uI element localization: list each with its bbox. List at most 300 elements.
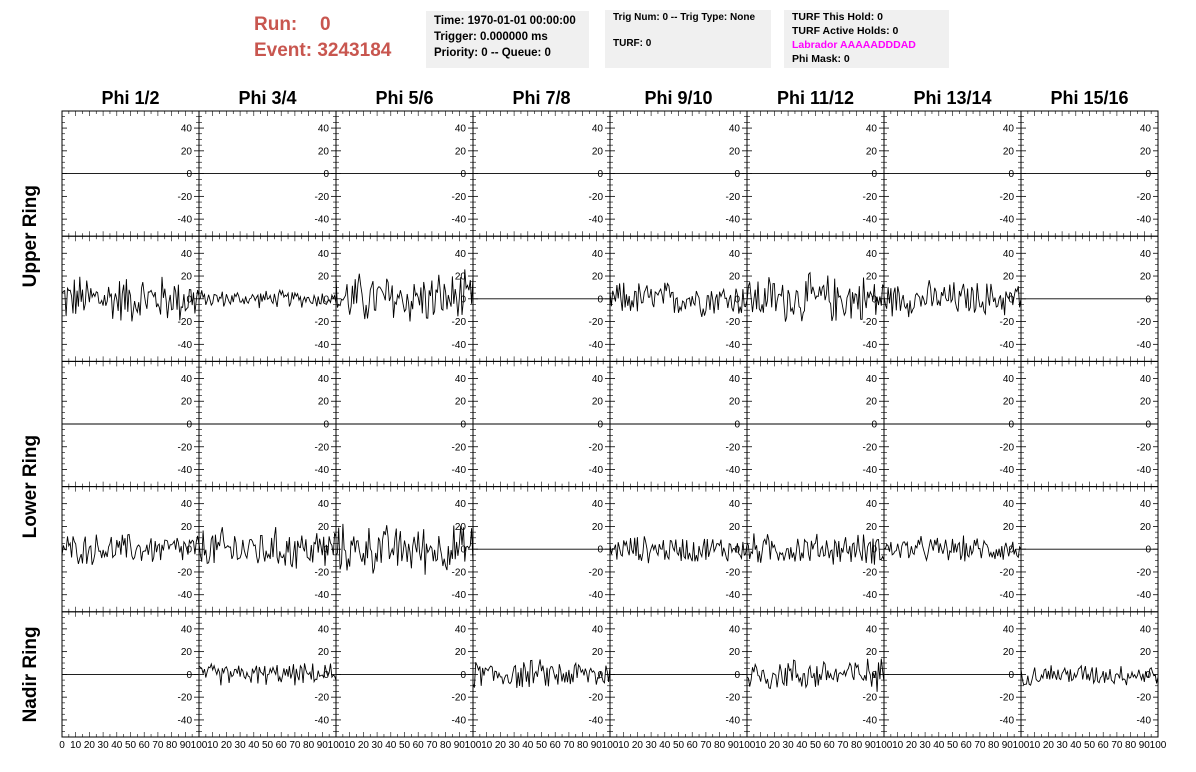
y-tick-label: 40 xyxy=(454,499,466,511)
y-tick-label: 20 xyxy=(728,647,740,659)
column-title-6: Phi 11/12 xyxy=(776,88,855,108)
y-tick-label: 20 xyxy=(728,146,740,158)
y-tick-label: 40 xyxy=(1002,123,1014,135)
x-tick-label: 70 xyxy=(426,740,438,751)
y-tick-label: -20 xyxy=(725,191,740,203)
y-tick-label: -20 xyxy=(451,442,466,454)
y-tick-label: 0 xyxy=(871,544,877,556)
y-tick-label: -20 xyxy=(177,692,192,704)
x-tick-label: 10 xyxy=(70,740,82,751)
y-tick-label: 40 xyxy=(180,373,192,385)
y-tick-label: -40 xyxy=(1136,465,1151,477)
y-tick-label: -40 xyxy=(725,465,740,477)
x-tick-label: 60 xyxy=(1097,740,1109,751)
x-tick-label: 40 xyxy=(796,740,808,751)
y-tick-label: -20 xyxy=(862,191,877,203)
x-tick-label: 40 xyxy=(248,740,260,751)
y-tick-label: 20 xyxy=(454,647,466,659)
y-tick-label: 40 xyxy=(454,373,466,385)
x-tick-label: 70 xyxy=(700,740,712,751)
y-tick-label: -40 xyxy=(588,214,603,226)
y-tick-label: -20 xyxy=(451,317,466,329)
y-tick-label: -20 xyxy=(862,317,877,329)
y-tick-label: -40 xyxy=(588,339,603,351)
y-tick-label: -20 xyxy=(588,692,603,704)
y-tick-label: 0 xyxy=(1145,419,1151,431)
x-tick-label: 100 xyxy=(1149,740,1167,751)
y-tick-label: 20 xyxy=(317,146,329,158)
event-label: Event: xyxy=(254,40,313,61)
event-value: 3243184 xyxy=(317,40,392,61)
x-tick-label: 100 xyxy=(464,740,482,751)
turf-hold-text: TURF This Hold: 0 xyxy=(792,11,883,23)
column-title-5: Phi 9/10 xyxy=(644,88,713,108)
x-tick-label: 100 xyxy=(738,740,756,751)
y-tick-label: -40 xyxy=(451,465,466,477)
x-tick-label: 20 xyxy=(220,740,232,751)
y-tick-label: 40 xyxy=(1139,624,1151,636)
waveform-trace-r2-c3 xyxy=(336,269,473,321)
y-tick-label: 20 xyxy=(180,647,192,659)
y-tick-label: -20 xyxy=(725,692,740,704)
x-tick-label: 80 xyxy=(714,740,726,751)
x-tick-label: 30 xyxy=(782,740,794,751)
y-tick-label: -20 xyxy=(314,567,329,579)
y-tick-label: 20 xyxy=(1002,271,1014,283)
y-tick-label: -20 xyxy=(999,567,1014,579)
x-tick-label: 30 xyxy=(234,740,246,751)
x-tick-label: 100 xyxy=(190,740,208,751)
waveform-trace-r5-c6 xyxy=(747,659,884,692)
y-tick-label: 40 xyxy=(317,123,329,135)
x-tick-label: 40 xyxy=(1070,740,1082,751)
y-tick-label: 40 xyxy=(317,248,329,260)
y-tick-label: 0 xyxy=(597,544,603,556)
y-tick-label: 0 xyxy=(734,419,740,431)
x-tick-label: 90 xyxy=(1138,740,1150,751)
y-tick-label: -40 xyxy=(588,715,603,727)
y-tick-label: -40 xyxy=(451,214,466,226)
y-tick-label: 0 xyxy=(186,669,192,681)
time-text: Time: 1970-01-01 00:00:00 xyxy=(434,15,576,27)
y-tick-label: 40 xyxy=(180,248,192,260)
x-tick-label: 80 xyxy=(851,740,863,751)
x-tick-label: 70 xyxy=(289,740,301,751)
trigger-text: Trigger: 0.000000 ms xyxy=(434,31,548,43)
waveform-trace-r5-c8 xyxy=(1021,665,1158,685)
x-tick-label: 50 xyxy=(261,740,274,751)
y-tick-label: 40 xyxy=(317,373,329,385)
x-tick-label: 10 xyxy=(1029,740,1041,751)
waveform-trace-r2-c1 xyxy=(62,277,199,322)
x-tick-label: 60 xyxy=(275,740,287,751)
y-tick-label: -40 xyxy=(451,590,466,602)
y-tick-label: -40 xyxy=(725,214,740,226)
y-tick-label: 40 xyxy=(1002,499,1014,511)
y-tick-label: 40 xyxy=(180,123,192,135)
column-title-3: Phi 5/6 xyxy=(375,88,434,108)
y-tick-label: 40 xyxy=(865,373,877,385)
y-tick-label: 40 xyxy=(180,624,192,636)
y-tick-label: 0 xyxy=(1008,294,1014,306)
turf-active-text: TURF Active Holds: 0 xyxy=(792,25,899,37)
y-tick-label: -20 xyxy=(451,692,466,704)
y-tick-label: 20 xyxy=(1139,271,1151,283)
x-tick-label: 30 xyxy=(919,740,931,751)
x-tick-label: 60 xyxy=(138,740,150,751)
y-tick-label: -20 xyxy=(1136,567,1151,579)
x-tick-label: 20 xyxy=(494,740,506,751)
y-tick-label: 40 xyxy=(591,499,603,511)
x-tick-label: 80 xyxy=(1125,740,1137,751)
y-tick-label: 40 xyxy=(865,248,877,260)
y-tick-label: 0 xyxy=(1145,669,1151,681)
y-tick-label: 20 xyxy=(728,521,740,533)
y-tick-label: -40 xyxy=(1136,715,1151,727)
priority-text: Priority: 0 -- Queue: 0 xyxy=(434,47,551,59)
y-tick-label: -20 xyxy=(999,692,1014,704)
y-tick-label: 20 xyxy=(180,271,192,283)
y-tick-label: 20 xyxy=(1139,647,1151,659)
y-tick-label: 20 xyxy=(865,521,877,533)
y-tick-label: -40 xyxy=(725,339,740,351)
x-tick-label: 90 xyxy=(316,740,328,751)
y-tick-label: 0 xyxy=(1008,669,1014,681)
y-tick-label: 40 xyxy=(1002,373,1014,385)
y-tick-label: 20 xyxy=(317,647,329,659)
y-tick-label: 20 xyxy=(1002,146,1014,158)
y-tick-label: 0 xyxy=(323,294,329,306)
x-tick-label: 10 xyxy=(344,740,356,751)
y-tick-label: -20 xyxy=(314,317,329,329)
y-tick-label: 0 xyxy=(186,419,192,431)
y-tick-label: 0 xyxy=(460,544,466,556)
y-tick-label: -40 xyxy=(588,590,603,602)
waveform-trace-r4-c7 xyxy=(884,536,1021,562)
y-tick-label: 0 xyxy=(734,669,740,681)
x-tick-label: 0 xyxy=(59,740,65,751)
y-tick-label: -20 xyxy=(177,442,192,454)
x-tick-label: 90 xyxy=(179,740,191,751)
y-tick-label: -20 xyxy=(1136,692,1151,704)
column-title-4: Phi 7/8 xyxy=(512,88,571,108)
ring-label-1: Upper Ring xyxy=(20,185,41,288)
y-tick-label: 0 xyxy=(871,169,877,181)
y-tick-label: -20 xyxy=(314,692,329,704)
y-tick-label: 40 xyxy=(865,624,877,636)
x-tick-label: 80 xyxy=(988,740,1000,751)
x-tick-label: 20 xyxy=(631,740,643,751)
y-tick-label: 40 xyxy=(591,248,603,260)
x-tick-label: 40 xyxy=(659,740,671,751)
x-tick-label: 20 xyxy=(1042,740,1054,751)
x-tick-label: 80 xyxy=(166,740,178,751)
y-tick-label: -20 xyxy=(1136,191,1151,203)
x-tick-label: 10 xyxy=(755,740,767,751)
y-tick-label: -20 xyxy=(588,567,603,579)
y-tick-label: 0 xyxy=(186,294,192,306)
y-tick-label: 40 xyxy=(317,499,329,511)
y-tick-label: 20 xyxy=(180,146,192,158)
y-tick-label: 20 xyxy=(1139,146,1151,158)
waveform-trace-r5-c2 xyxy=(199,663,336,685)
y-tick-label: 40 xyxy=(1139,373,1151,385)
waveform-trace-r4-c6 xyxy=(747,533,884,564)
x-tick-label: 70 xyxy=(152,740,164,751)
y-tick-label: -40 xyxy=(177,590,192,602)
y-tick-label: -20 xyxy=(588,191,603,203)
x-tick-label: 70 xyxy=(974,740,986,751)
y-tick-label: 40 xyxy=(865,123,877,135)
y-tick-label: 0 xyxy=(460,294,466,306)
y-tick-label: 20 xyxy=(454,146,466,158)
x-tick-label: 30 xyxy=(645,740,657,751)
y-tick-label: 40 xyxy=(865,499,877,511)
waveform-trace-r4-c5 xyxy=(610,536,747,563)
y-tick-label: 40 xyxy=(1002,248,1014,260)
waveform-trace-r2-c5 xyxy=(610,283,747,317)
y-tick-label: 0 xyxy=(186,544,192,556)
y-tick-label: 40 xyxy=(728,624,740,636)
y-tick-label: 0 xyxy=(734,544,740,556)
y-tick-label: -40 xyxy=(451,715,466,727)
ring-label-3: Nadir Ring xyxy=(20,626,41,723)
x-tick-label: 40 xyxy=(522,740,534,751)
y-tick-label: 0 xyxy=(1145,294,1151,306)
y-tick-label: 0 xyxy=(871,669,877,681)
y-tick-label: 0 xyxy=(460,419,466,431)
y-tick-label: -40 xyxy=(999,590,1014,602)
x-tick-label: 60 xyxy=(549,740,561,751)
y-tick-label: -20 xyxy=(177,317,192,329)
x-tick-label: 50 xyxy=(1083,740,1096,751)
y-tick-label: 40 xyxy=(180,499,192,511)
y-tick-label: -40 xyxy=(314,715,329,727)
x-tick-label: 50 xyxy=(535,740,548,751)
y-tick-label: -20 xyxy=(314,191,329,203)
y-tick-label: 20 xyxy=(1139,396,1151,408)
x-tick-label: 30 xyxy=(371,740,383,751)
y-tick-label: 40 xyxy=(591,624,603,636)
y-tick-label: 20 xyxy=(865,146,877,158)
y-tick-label: 20 xyxy=(591,396,603,408)
x-tick-label: 100 xyxy=(1012,740,1030,751)
x-tick-label: 90 xyxy=(727,740,739,751)
y-tick-label: 20 xyxy=(865,647,877,659)
x-tick-label: 60 xyxy=(686,740,698,751)
waveform-trace-r4-c2 xyxy=(199,527,336,569)
y-tick-label: 0 xyxy=(871,419,877,431)
y-tick-label: 20 xyxy=(1002,396,1014,408)
waveform-trace-r2-c2 xyxy=(199,290,336,308)
column-title-7: Phi 13/14 xyxy=(913,88,992,108)
y-tick-label: 0 xyxy=(597,669,603,681)
ring-label-2: Lower Ring xyxy=(20,434,41,539)
y-tick-label: 20 xyxy=(454,521,466,533)
y-tick-label: -20 xyxy=(862,442,877,454)
y-tick-label: 0 xyxy=(597,169,603,181)
y-tick-label: 0 xyxy=(323,419,329,431)
x-tick-label: 10 xyxy=(481,740,493,751)
waveform-trace-r4-c1 xyxy=(62,535,199,565)
y-tick-label: 20 xyxy=(317,271,329,283)
y-tick-label: 20 xyxy=(865,271,877,283)
y-tick-label: 0 xyxy=(871,294,877,306)
x-tick-label: 90 xyxy=(1001,740,1013,751)
y-tick-label: -40 xyxy=(177,715,192,727)
y-tick-label: -20 xyxy=(862,692,877,704)
y-tick-label: 20 xyxy=(865,396,877,408)
y-tick-label: 0 xyxy=(1008,169,1014,181)
y-tick-label: 40 xyxy=(728,248,740,260)
y-tick-label: -40 xyxy=(588,465,603,477)
y-tick-label: 0 xyxy=(1008,419,1014,431)
x-tick-label: 60 xyxy=(960,740,972,751)
y-tick-label: 0 xyxy=(323,669,329,681)
y-tick-label: -40 xyxy=(177,465,192,477)
y-tick-label: -40 xyxy=(999,465,1014,477)
y-tick-label: -40 xyxy=(1136,339,1151,351)
y-tick-label: 20 xyxy=(454,396,466,408)
column-title-2: Phi 3/4 xyxy=(238,88,297,108)
column-title-1: Phi 1/2 xyxy=(101,88,160,108)
column-title-8: Phi 15/16 xyxy=(1050,88,1129,108)
x-tick-label: 50 xyxy=(672,740,685,751)
y-tick-label: -20 xyxy=(999,317,1014,329)
y-tick-label: -40 xyxy=(862,339,877,351)
x-tick-label: 60 xyxy=(823,740,835,751)
y-tick-label: -20 xyxy=(177,191,192,203)
x-tick-label: 90 xyxy=(453,740,465,751)
y-tick-label: 40 xyxy=(1139,123,1151,135)
y-tick-label: 0 xyxy=(597,294,603,306)
y-tick-label: 40 xyxy=(1139,499,1151,511)
x-tick-label: 100 xyxy=(875,740,893,751)
x-tick-label: 70 xyxy=(1111,740,1123,751)
y-tick-label: -40 xyxy=(862,715,877,727)
y-tick-label: -20 xyxy=(1136,317,1151,329)
x-tick-label: 20 xyxy=(357,740,369,751)
x-tick-label: 100 xyxy=(601,740,619,751)
y-tick-label: 40 xyxy=(728,373,740,385)
x-tick-label: 30 xyxy=(97,740,109,751)
y-tick-label: -40 xyxy=(314,339,329,351)
y-tick-label: 0 xyxy=(460,669,466,681)
x-tick-label: 20 xyxy=(905,740,917,751)
y-tick-label: -40 xyxy=(862,214,877,226)
y-tick-label: -20 xyxy=(588,317,603,329)
y-tick-label: 40 xyxy=(317,624,329,636)
x-tick-label: 10 xyxy=(618,740,630,751)
y-tick-label: -20 xyxy=(177,567,192,579)
y-tick-label: -40 xyxy=(862,590,877,602)
y-tick-label: -20 xyxy=(451,191,466,203)
y-tick-label: 20 xyxy=(1002,647,1014,659)
y-tick-label: 20 xyxy=(1139,521,1151,533)
y-tick-label: 40 xyxy=(728,499,740,511)
phi-mask-text: Phi Mask: 0 xyxy=(792,53,850,65)
y-tick-label: -40 xyxy=(314,590,329,602)
x-tick-label: 40 xyxy=(933,740,945,751)
x-tick-label: 80 xyxy=(440,740,452,751)
y-tick-label: 20 xyxy=(1002,521,1014,533)
y-tick-label: -20 xyxy=(314,442,329,454)
y-tick-label: -20 xyxy=(999,442,1014,454)
y-tick-label: 0 xyxy=(734,169,740,181)
y-tick-label: 20 xyxy=(317,521,329,533)
y-tick-label: 20 xyxy=(180,521,192,533)
y-tick-label: -20 xyxy=(1136,442,1151,454)
y-tick-label: 0 xyxy=(460,169,466,181)
y-tick-label: 20 xyxy=(180,396,192,408)
y-tick-label: -20 xyxy=(451,567,466,579)
x-tick-label: 70 xyxy=(837,740,849,751)
y-tick-label: -40 xyxy=(314,465,329,477)
y-tick-label: 20 xyxy=(591,521,603,533)
x-tick-label: 40 xyxy=(385,740,397,751)
y-tick-label: 0 xyxy=(597,419,603,431)
y-tick-label: 20 xyxy=(317,396,329,408)
y-tick-label: 40 xyxy=(454,123,466,135)
y-tick-label: 0 xyxy=(734,294,740,306)
waveform-trace-r5-c4 xyxy=(473,659,610,688)
turf-text: TURF: 0 xyxy=(613,38,652,49)
y-tick-label: -20 xyxy=(999,191,1014,203)
waveform-trace-r2-c7 xyxy=(884,280,1021,317)
y-tick-label: -40 xyxy=(314,214,329,226)
y-tick-label: -40 xyxy=(1136,214,1151,226)
y-tick-label: -40 xyxy=(999,214,1014,226)
y-tick-label: 20 xyxy=(591,647,603,659)
y-tick-label: -40 xyxy=(862,465,877,477)
x-tick-label: 50 xyxy=(946,740,959,751)
x-tick-label: 50 xyxy=(398,740,411,751)
y-tick-label: -40 xyxy=(177,214,192,226)
y-tick-label: 40 xyxy=(1139,248,1151,260)
y-tick-label: 20 xyxy=(728,271,740,283)
y-tick-label: 20 xyxy=(454,271,466,283)
y-tick-label: 40 xyxy=(591,123,603,135)
run-value: 0 xyxy=(320,14,331,35)
y-tick-label: -20 xyxy=(862,567,877,579)
x-tick-label: 80 xyxy=(577,740,589,751)
x-tick-label: 60 xyxy=(412,740,424,751)
y-tick-label: -20 xyxy=(725,442,740,454)
y-tick-label: 20 xyxy=(728,396,740,408)
x-tick-label: 70 xyxy=(563,740,575,751)
y-tick-label: 40 xyxy=(728,123,740,135)
y-tick-label: 20 xyxy=(591,271,603,283)
x-tick-label: 90 xyxy=(590,740,602,751)
y-tick-label: -40 xyxy=(725,715,740,727)
x-tick-label: 90 xyxy=(864,740,876,751)
y-tick-label: -40 xyxy=(999,339,1014,351)
y-tick-label: 0 xyxy=(323,169,329,181)
labrador-text: Labrador AAAAADDDAD xyxy=(792,39,916,51)
x-tick-label: 100 xyxy=(327,740,345,751)
x-tick-label: 30 xyxy=(508,740,520,751)
y-tick-label: -40 xyxy=(725,590,740,602)
y-tick-label: 40 xyxy=(591,373,603,385)
y-tick-label: -20 xyxy=(588,442,603,454)
x-tick-label: 50 xyxy=(124,740,137,751)
waveform-trace-r2-c6 xyxy=(747,273,884,322)
y-tick-label: -40 xyxy=(177,339,192,351)
x-tick-label: 10 xyxy=(892,740,904,751)
y-tick-label: -40 xyxy=(451,339,466,351)
x-tick-label: 80 xyxy=(303,740,315,751)
x-tick-label: 40 xyxy=(111,740,123,751)
